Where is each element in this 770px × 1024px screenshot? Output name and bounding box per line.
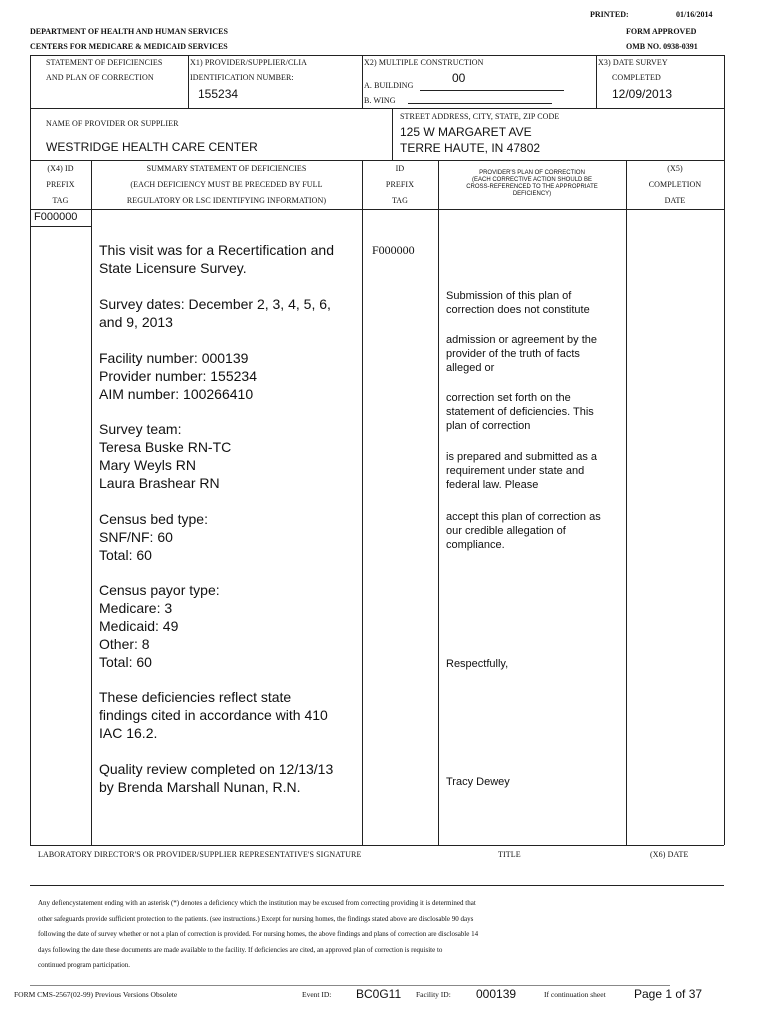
survey-date-value: 12/09/2013 [612,87,673,101]
id-label-1: ID [395,164,405,173]
summary-paragraph: Survey dates: December 2, 3, 4, 5, 6, and 9, 2013 [99,296,331,330]
signature-bottom-rule [30,885,724,886]
disclaimer-line: days following the date these documents are made available to the facility. If deficiencies are cited, an approved plan of correction is requisite to [38,945,443,954]
divider-x1 [188,55,189,108]
page-number: Page 1 of 37 [634,987,703,1001]
poc-label-4: DEFICIENCY) [512,191,552,197]
header-bottom-rule [30,160,724,161]
poc-label-3: CROSS-REFERENCED TO THE APPROPRIATE [466,184,598,190]
form-number: FORM CMS-2567(02-99) Previous Versions Obsolete [14,990,178,999]
poc-paragraph: is prepared and submitted as a requirement under state and federal law. Please [446,451,598,491]
poc-label-2: (EACH CORRECTIVE ACTION SHOULD BE [471,177,593,183]
x6-date-label: (X6) DATE [650,850,689,859]
disclaimer-line: other safeguards provide sufficient protection to the patients. (see instructions.) Except for nursing homes, the findings stated above are disclosable 90 days [38,914,474,923]
divider-address [392,108,393,160]
divider-summary [362,160,363,845]
director-signature-label: LABORATORY DIRECTOR'S OR PROVIDER/SUPPLIER REPRESENTATIVE'S SIGNATURE [38,850,362,859]
disclaimer-line: Any defiencystatement ending with an asterisk (*) denotes a deficiency which the institution may be excused from correcting providing it is determined that [38,899,476,907]
disclaimer [38,896,718,974]
tag-right: F000000 [372,243,415,257]
divider-x2 [362,55,363,108]
x3-label-2: COMPLETED [612,73,661,82]
x1-label-1: X1) PROVIDER/SUPPLIER/CLIA [190,58,308,67]
statement-label-2: AND PLAN OF CORRECTION [46,73,154,82]
address-line-2: TERRE HAUTE, IN 47802 [400,141,541,155]
right-border [724,55,725,845]
left-border [30,55,31,845]
event-id-value: BC0G11 [356,987,402,1001]
facility-id-label: Facility ID: [416,990,451,999]
column-header-rule [30,209,724,210]
disclaimer-line: continued program participation. [38,961,130,969]
printed-label: PRINTED: [590,10,629,19]
title-label: TITLE [498,850,521,859]
omb-number: OMB NO. 0938-0391 [626,42,698,51]
poc-paragraph: Tracy Dewey [446,776,510,788]
divider-x3 [596,55,597,108]
department-name: DEPARTMENT OF HEALTH AND HUMAN SERVICES [30,27,228,36]
facility-id-value: 000139 [476,987,517,1001]
tag-left-rule [30,226,91,227]
x4-label-1: (X4) ID [47,164,74,173]
divider-prefix-left [91,160,92,845]
x5-label-1: (X5) [667,164,683,173]
divider-poc [626,160,627,845]
summary-paragraph: Facility number: 000139 Provider number: 155234 AIM number: 100266410 [99,350,257,402]
printed-date: 01/16/2014 [676,10,713,19]
tag-left: F000000 [34,211,78,223]
event-id-label: Event ID: [302,990,332,999]
poc-paragraph: correction set forth on the statement of deficiencies. This plan of correction [446,392,594,432]
poc-paragraph: admission or agreement by the provider of the truth of facts alleged or [446,334,598,374]
summary-paragraph: Quality review completed on 12/13/13 by Brenda Marshall Nunan, R.N. [99,761,334,795]
footer-rule [30,985,670,986]
x5-label-2: COMPLETION [648,180,702,189]
summary-label-2: (EACH DEFICIENCY MUST BE PRECEDED BY FULL [130,180,323,189]
poc-paragraph: accept this plan of correction as our credible allegation of compliance. [446,511,601,551]
summary-paragraph: Census bed type: SNF/NF: 60 Total: 60 [99,511,208,563]
x4-label-3: TAG [52,196,69,205]
provider-id-value: 155234 [198,87,239,101]
building-value: 00 [452,71,466,85]
x1-label-2: IDENTIFICATION NUMBER: [190,73,294,82]
statement-label-1: STATEMENT OF DEFICIENCIES [46,58,163,67]
building-underline [420,90,564,91]
header-top-rule [30,55,724,56]
header-mid-rule [30,108,724,109]
continuation-label: If continuation sheet [544,990,606,999]
summary-label-1: SUMMARY STATEMENT OF DEFICIENCIES [146,164,307,173]
building-label: A. BUILDING [364,81,414,90]
summary-paragraph: This visit was for a Recertification and State Licensure Survey. [99,242,334,276]
provider-name-value: WESTRIDGE HEALTH CARE CENTER [46,140,258,154]
poc-paragraph: Submission of this plan of correction does not constitute [446,290,590,316]
disclaimer-line: following the date of survey whether or not a plan of correction is provided. For nursing homes, the above findings and plans of correction are disclosable 14 [38,930,479,938]
provider-name-label: NAME OF PROVIDER OR SUPPLIER [46,119,179,128]
poc-paragraph: Respectfully, [446,658,509,670]
summary-label-3: REGULATORY OR LSC IDENTIFYING INFORMATION) [126,196,327,205]
poc-label-1: PROVIDER'S PLAN OF CORRECTION [479,170,585,176]
divider-prefix-right [438,160,439,845]
summary-paragraph: Census payor type: Medicare: 3 Medicaid: 49 Other: 8 Total: 60 [99,582,220,670]
signature-top-rule [30,845,724,846]
x4-label-2: PREFIX [46,180,75,189]
x5-label-3: DATE [664,196,686,205]
id-label-3: TAG [391,196,409,205]
id-label-2: PREFIX [385,180,415,189]
summary-paragraph: These deficiencies reflect state findings cited in accordance with 410 IAC 16.2. [99,689,328,741]
x3-label-1: X3) DATE SURVEY [598,58,668,67]
x2-label: X2) MULTIPLE CONSTRUCTION [364,58,484,67]
summary-paragraph: Survey team: Teresa Buske RN-TC Mary Weyls RN Laura Brashear RN [99,421,232,491]
wing-label: B. WING [364,96,396,105]
address-label: STREET ADDRESS, CITY, STATE, ZIP CODE [400,112,560,121]
address-line-1: 125 W MARGARET AVE [400,125,532,139]
wing-underline [408,103,552,104]
form-approved: FORM APPROVED [626,27,697,36]
centers-name: CENTERS FOR MEDICARE & MEDICAID SERVICES [30,42,228,51]
